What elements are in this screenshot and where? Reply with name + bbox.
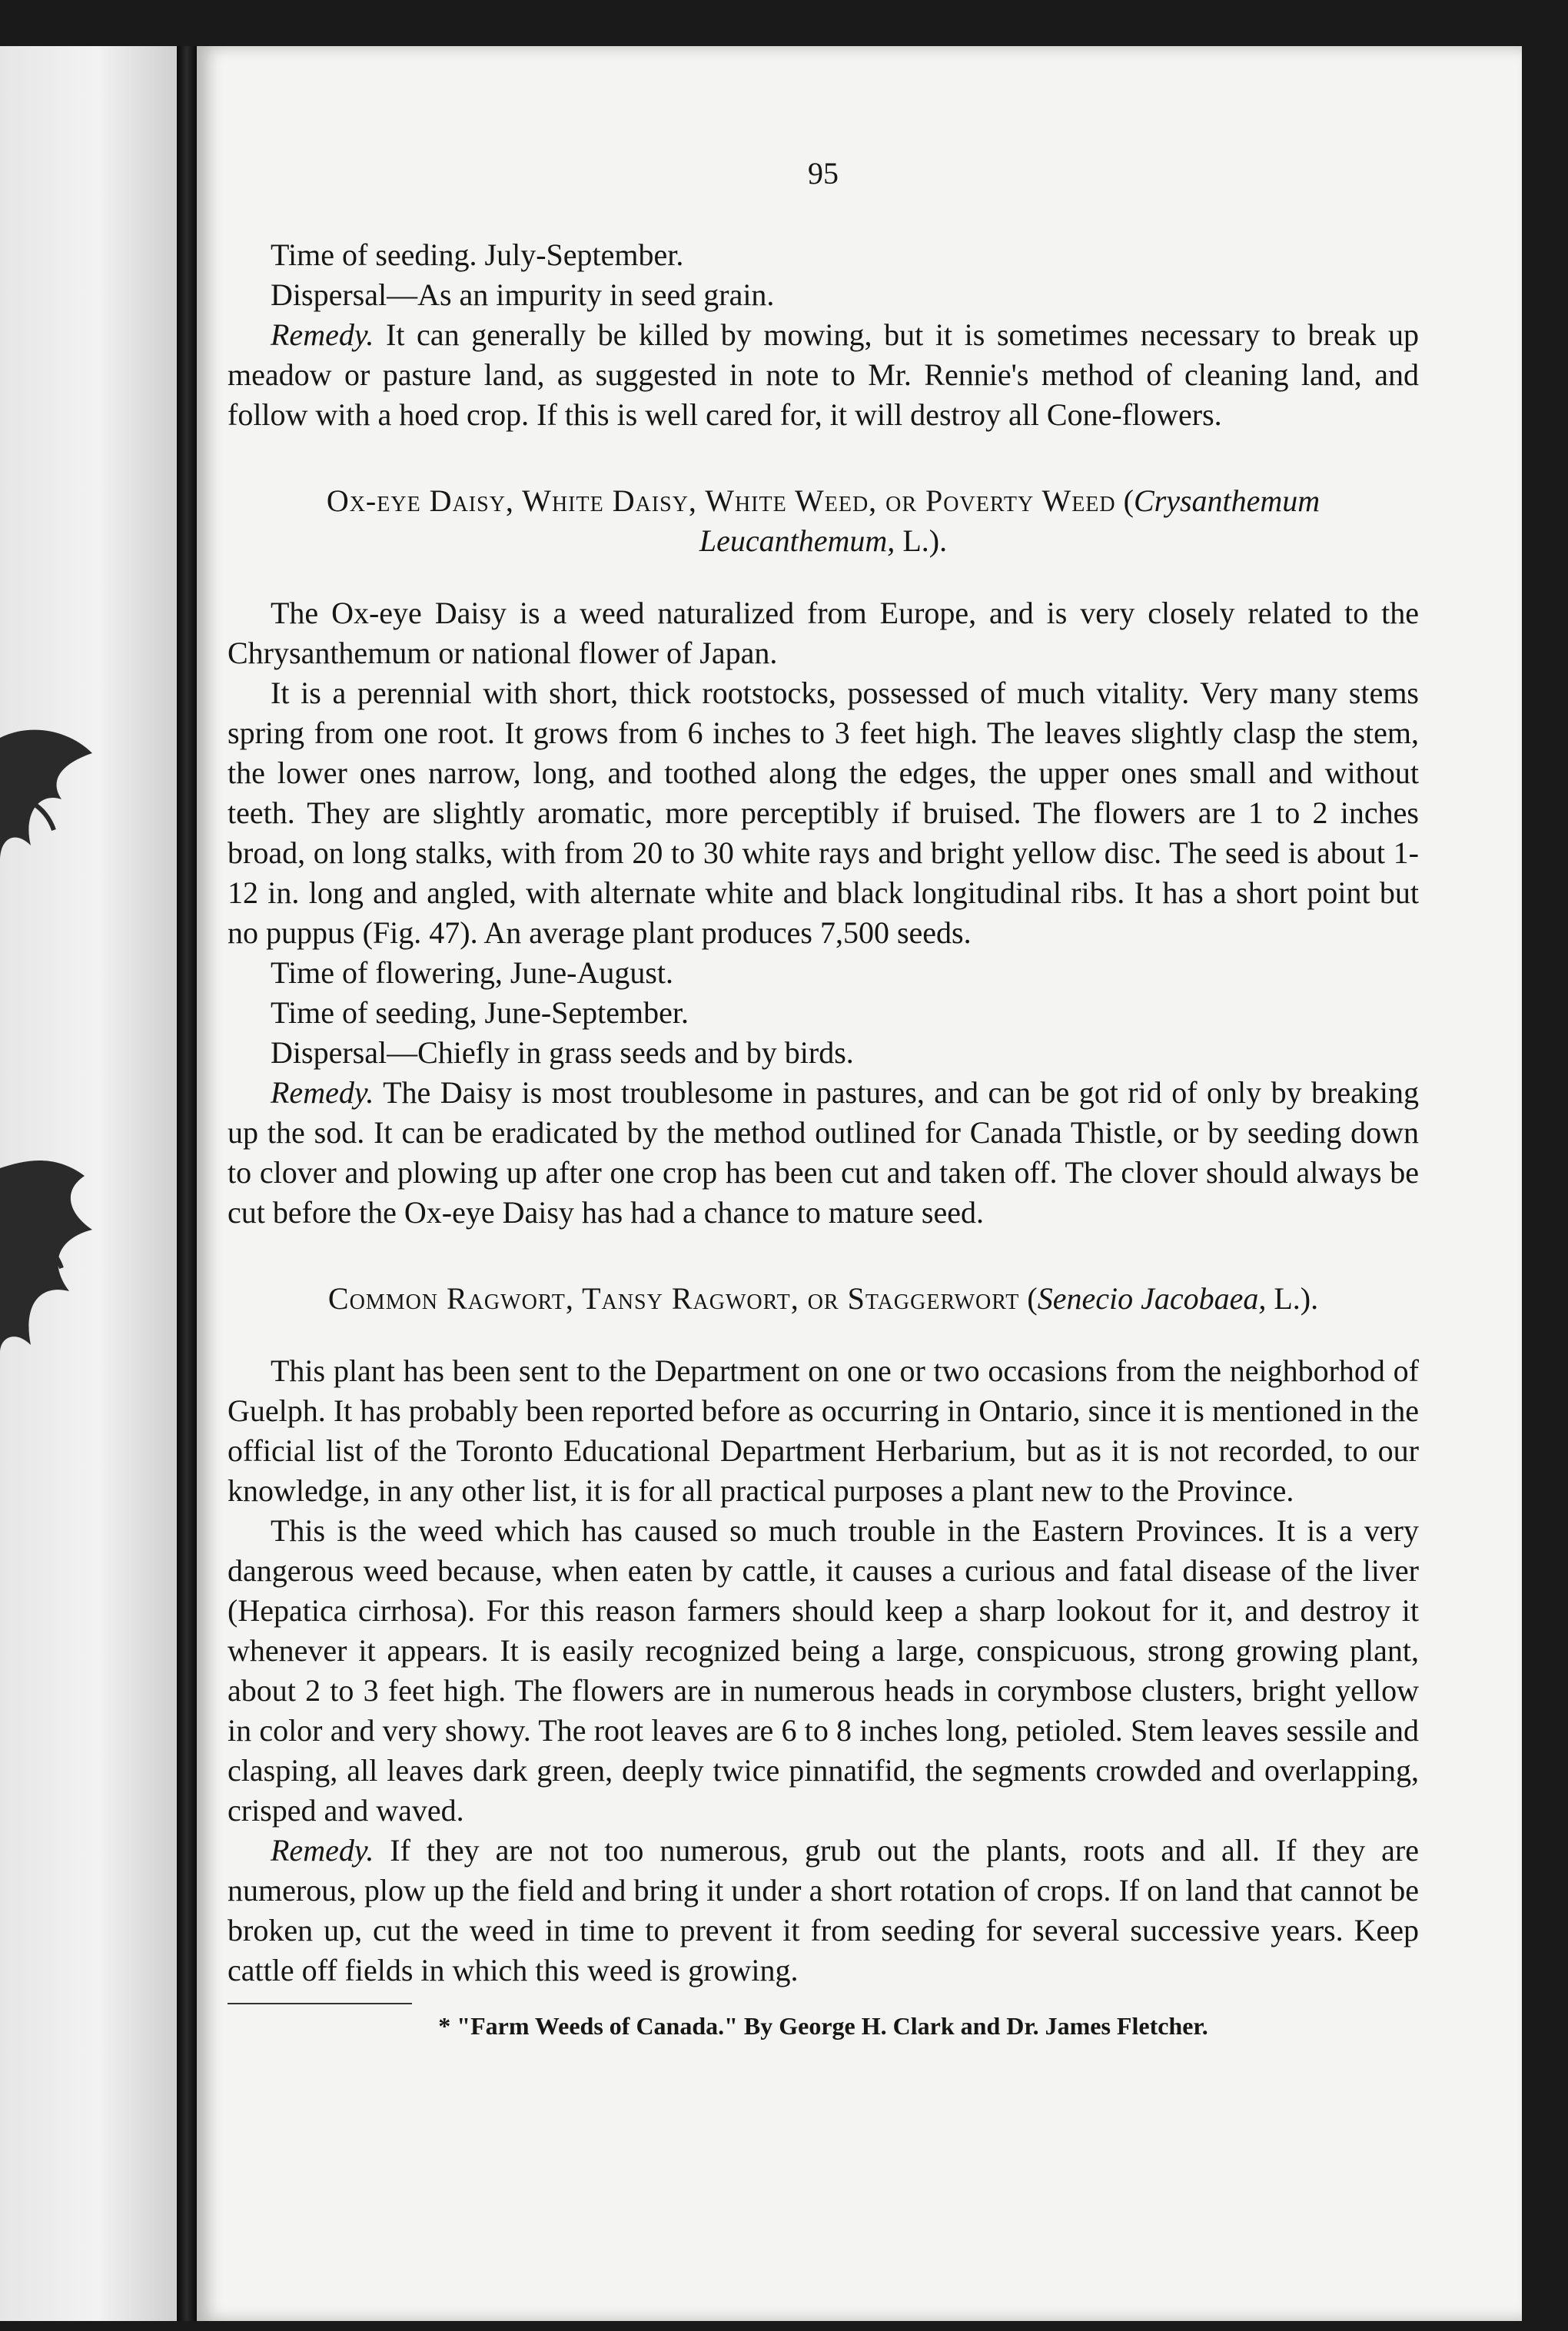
- seeding-label: Time of seeding.: [271, 237, 477, 272]
- scientific-name: Crysanthemum Leucanthemum,: [699, 483, 1321, 558]
- leaf-illustration: [0, 1153, 115, 1368]
- common-names: Common Ragwort, Tansy Ragwort, or Staggerwort: [327, 1281, 1020, 1316]
- remedy-label: Remedy.: [271, 1833, 374, 1868]
- cone-flower-seeding: [228, 235, 1419, 275]
- dispersal: Dispersal—Chiefly in grass seeds and by birds.: [271, 1035, 854, 1070]
- remedy-text: The Daisy is most troublesome in pastures, and can be got rid of only by breaking up the sod. It can be eradicated by the method outlined for Canada Thistle, or by seeding down to clover and plowing up after one crop has been cut and taken off. The clover should always be cut before the Ox-eye Daisy has had a chance to mature seed.: [228, 1075, 1419, 1230]
- cone-flower-dispersal: [228, 275, 1419, 315]
- dispersal-text: —As an impurity in seed grain.: [387, 277, 775, 312]
- flowering-time: Time of flowering, June-August.: [271, 955, 674, 990]
- scientific-name: Senecio Jacobaea,: [1037, 1281, 1267, 1316]
- paragraph: The Ox-eye Daisy is a weed naturalized from Europe, and is very closely related to the Chrysanthemum or national flower of Japan.: [228, 596, 1419, 670]
- cone-flower-remedy: [228, 315, 1419, 435]
- ox-eye-remedy: [228, 1073, 1419, 1233]
- facing-page: [0, 46, 177, 2321]
- remedy-text: It can generally be killed by mowing, but it is sometimes necessary to break up meadow or pasture land, as suggested in note to Mr. Rennie's method of cleaning land, and follow with a hoed crop. If this is well cared for, it will destroy all Cone-flowers.: [228, 317, 1419, 432]
- remedy-label: Remedy.: [271, 317, 374, 352]
- common-names: Ox-eye Daisy, White Daisy, White Weed, or Poverty Weed: [326, 483, 1116, 518]
- ragwort-remedy: [228, 1831, 1419, 1991]
- footnote-rule: [228, 2003, 412, 2004]
- paragraph: This plant has been sent to the Department on one or two occasions from the neighborhod of Guelph. It has probably been reported before as occurring in Ontario, since it is mentioned in the official list of the Toronto Educational Department Herbarium, but as it is not recorded, to our knowledge, in any other list, it is for all practical purposes a plant new to the Province.: [228, 1353, 1419, 1508]
- book-page: [197, 46, 1522, 2321]
- book-spine: [177, 46, 197, 2321]
- remedy-text: If they are not too numerous, grub out the plants, roots and all. If they are numerous, plow up the field and bring it under a short rotation of crops. If on land that cannot be broken up, cut the weed in time to prevent it from seeding for several successive years. Keep cattle off fields in which this weed is growing.: [228, 1833, 1419, 1987]
- scientific-open: (: [1019, 1281, 1038, 1316]
- seeding-text: July-September.: [477, 237, 684, 272]
- seeding-time: Time of seeding, June-September.: [271, 995, 689, 1030]
- page-content: [228, 154, 1419, 2043]
- dispersal-label: Dispersal: [271, 277, 387, 312]
- ox-eye-daisy-heading: [228, 481, 1419, 561]
- remedy-label: Remedy.: [271, 1075, 374, 1110]
- paragraph: It is a perennial with short, thick rootstocks, possessed of much vitality. Very many stems spring from one root. It grows from 6 inches to 3 feet high. The leaves slightly clasp the stem, the lower ones narrow, long, and toothed along the edges, the upper ones small and without teeth. They are slightly aromatic, more perceptibly if bruised. The flowers are 1 to 2 inches broad, on long stalks, with from 20 to 30 white rays and bright yellow disc. The seed is about 1-12 in. long and angled, with alternate white and black longitudinal ribs. It has a short point but no puppus (Fig. 47). An average plant produces 7,500 seeds.: [228, 676, 1419, 950]
- paragraph: This is the weed which has caused so much trouble in the Eastern Provinces. It is a very dangerous weed because, when eaten by cattle, it causes a curious and fatal disease of the liver (Hepatica cirrhosa). For this reason farmers should keep a sharp lookout for it, and destroy it whenever it appears. It is easily recognized being a large, conspicuous, strong growing plant, about 2 to 3 feet high. The flowers are in numerous heads in corymbose clusters, bright yellow in color and very showy. The root leaves are 6 to 8 inches long, petioled. Stem leaves sessile and clasping, all leaves dark green, deeply twice pinnatifid, the segments crowded and overlapping, crisped and waved.: [228, 1513, 1419, 1828]
- footnote: * "Farm Weeds of Canada." By George H. Clark and Dr. James Fletcher.: [438, 2012, 1208, 2040]
- leaf-illustration: [0, 707, 115, 907]
- scientific-close: L.).: [1266, 1281, 1319, 1316]
- ragwort-heading: [228, 1279, 1419, 1319]
- scientific-open: (: [1123, 483, 1134, 518]
- page-number: 95: [808, 156, 839, 191]
- scientific-close: L.).: [895, 523, 948, 558]
